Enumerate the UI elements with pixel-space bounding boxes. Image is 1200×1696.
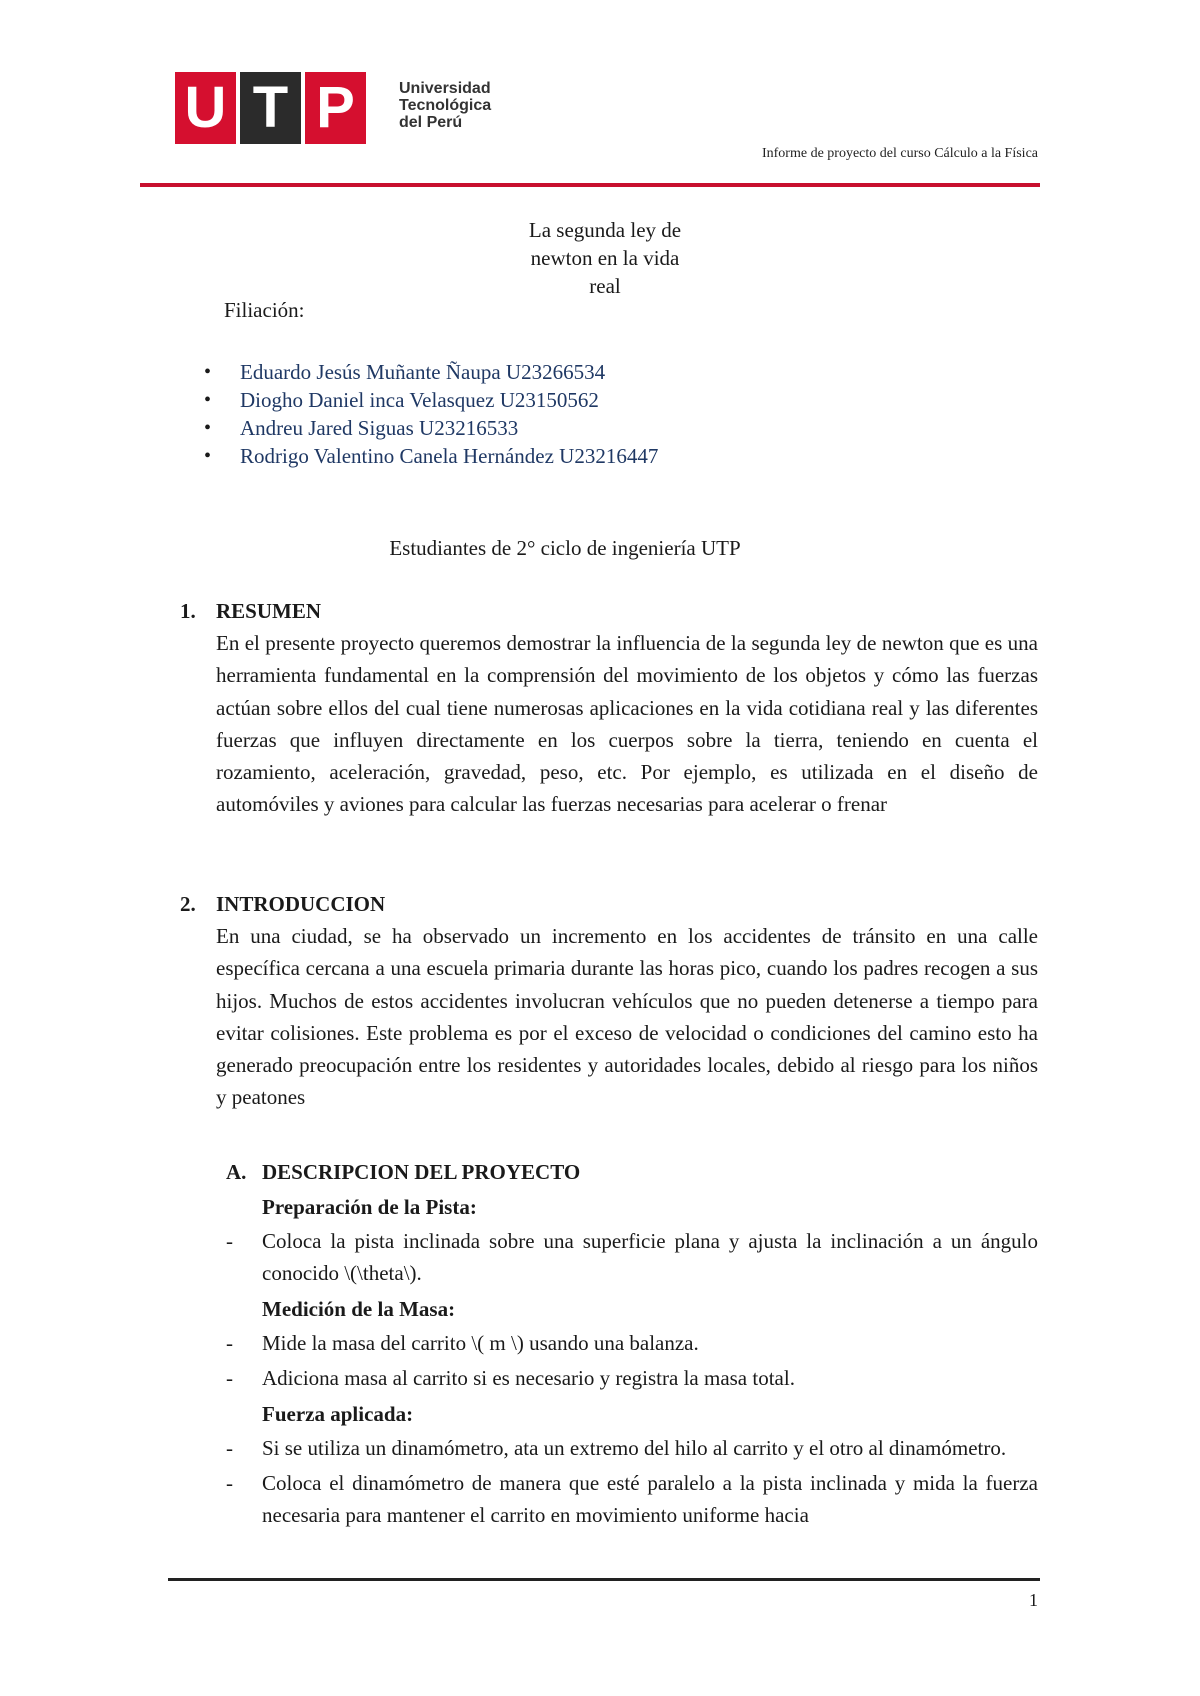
- header-caption: Informe de proyecto del curso Cálculo a la Física: [761, 146, 1038, 161]
- dash-icon: -: [226, 1471, 233, 1495]
- dash-icon: -: [226, 1366, 233, 1390]
- list-item: [226, 1327, 1038, 1359]
- title-line: real: [589, 274, 621, 298]
- author-name: Rodrigo Valentino Canela Hernández U23216447: [240, 444, 659, 468]
- section-paragraph: En una ciudad, se ha observado un incremento en los accidentes de tránsito en una calle específica cercana a una escuela primaria durante las horas pico, cuando los padres recogen a sus hijos. Muchos de estos accidentes involucran vehículos que no pueden detenerse a tiempo para evitar colisiones. Este problema es por el exceso de velocidad o condiciones del camino esto ha generado preocupación entre los residentes y autoridades locales, debido al riesgo para los niños y peatones: [216, 924, 1038, 1110]
- section-resumen: [180, 595, 1038, 821]
- section-title: RESUMEN: [216, 599, 322, 623]
- list-item-text: Adiciona masa al carrito si es necesario y registra la masa total.: [262, 1366, 795, 1390]
- dash-icon: -: [226, 1436, 233, 1460]
- title-line: La segunda ley de: [528, 218, 682, 242]
- section-heading: [180, 595, 1038, 627]
- list-item-text: Coloca la pista inclinada sobre una superficie plana y ajusta la inclinación a un ángulo conocido \(\theta\).: [262, 1229, 1038, 1285]
- logo-university-name: [399, 80, 509, 131]
- students-line: Estudiantes de 2° ciclo de ingeniería UTP: [389, 536, 741, 560]
- list-item: [226, 1432, 1038, 1464]
- group-title: Fuerza aplicada:: [262, 1402, 414, 1426]
- author-name: Andreu Jared Siguas U23216533: [240, 416, 519, 440]
- subsection-number: A.: [226, 1160, 247, 1184]
- logo-name-line: del Perú: [399, 114, 463, 131]
- bullet-icon: •: [204, 389, 212, 411]
- author-list: [200, 358, 658, 470]
- list-item-text: Si se utiliza un dinamómetro, ata un extremo del hilo al carrito y el otro al dinamómetro.: [262, 1436, 1007, 1460]
- subsection-descripcion: [226, 1154, 1038, 1534]
- filiacion-label: Filiación:: [224, 298, 305, 322]
- dash-icon: -: [226, 1331, 233, 1355]
- bullet-icon: •: [204, 361, 212, 383]
- subsection-title: DESCRIPCION DEL PROYECTO: [262, 1160, 581, 1184]
- author-item: [200, 386, 658, 414]
- author-name: Eduardo Jesús Muñante Ñaupa U23266534: [240, 360, 606, 384]
- utp-logo: [175, 72, 495, 144]
- bullet-icon: •: [204, 417, 212, 439]
- document-title: [440, 216, 770, 300]
- bullet-icon: •: [204, 445, 212, 467]
- footer-divider: [168, 1578, 1040, 1581]
- list-item: [226, 1467, 1038, 1531]
- section-number: 2.: [180, 892, 196, 916]
- author-item: [200, 414, 658, 442]
- section-number: 1.: [180, 599, 196, 623]
- logo-letter-t: T: [240, 72, 301, 144]
- logo-name-line: Universidad: [399, 80, 491, 97]
- author-item: [200, 358, 658, 386]
- section-paragraph: En el presente proyecto queremos demostrar la influencia de la segunda ley de newton que es una herramienta fundamental en la comprensión del movimiento de los objetos y cómo las fuerzas actúan sobre ellos del cual tiene numerosas aplicaciones en la vida cotidiana real y las diferentes fuerzas que influyen directamente en los cuerpos sobre la tierra, teniendo en cuenta el rozamiento, aceleración, gravedad, peso, etc. Por ejemplo, es utilizada en el diseño de automóviles y aviones para calcular las fuerzas necesarias para acelerar o frenar: [216, 631, 1038, 817]
- page-number: 1: [1029, 1590, 1038, 1610]
- author-item: [200, 442, 658, 470]
- group-title: Preparación de la Pista:: [262, 1195, 477, 1219]
- section-title: INTRODUCCION: [216, 892, 386, 916]
- header-divider: [140, 183, 1040, 187]
- author-name: Diogho Daniel inca Velasquez U23150562: [240, 388, 599, 412]
- list-item-text: Coloca el dinamómetro de manera que esté paralelo a la pista inclinada y mida la fuerza necesaria para mantener el carrito en movimiento uniforme hacia: [262, 1471, 1038, 1527]
- logo-letter-u: U: [175, 72, 236, 144]
- dash-icon: -: [226, 1229, 233, 1253]
- list-item-text: Mide la masa del carrito \( m \) usando una balanza.: [262, 1331, 699, 1355]
- title-line: newton en la vida: [530, 246, 680, 270]
- section-heading: [180, 888, 1038, 920]
- group-title: Medición de la Masa:: [262, 1297, 456, 1321]
- section-introduccion: [180, 888, 1038, 1114]
- logo-letter-p: P: [305, 72, 366, 144]
- logo-name-line: Tecnológica: [399, 97, 492, 114]
- list-item: [226, 1362, 1038, 1394]
- subsection-heading: [226, 1154, 1038, 1190]
- list-item: [226, 1225, 1038, 1289]
